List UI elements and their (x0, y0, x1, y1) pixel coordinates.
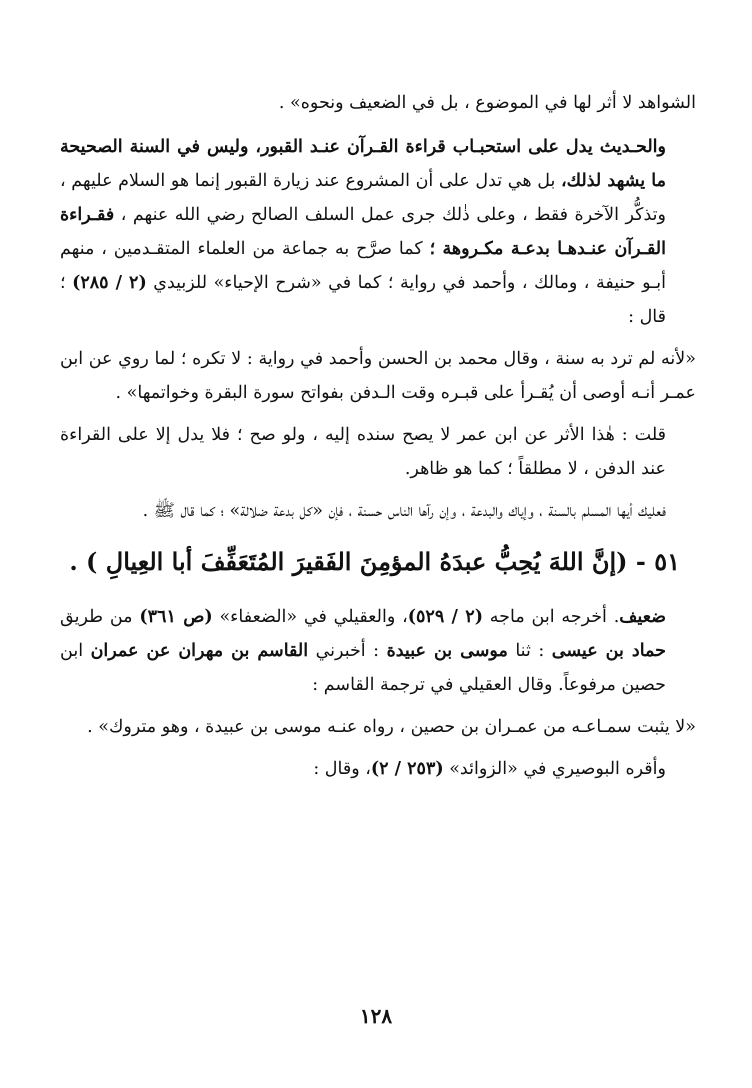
paragraph-advice (60, 494, 696, 528)
reference-number: (٢ / ٥٢٩) (407, 607, 483, 627)
paragraph-text: . أخرجه ابن ماجه (482, 607, 620, 627)
paragraph-text: بل هي تدل على أن المشروع عند زيارة القبور إنما هو السلام عليهم ، وتذكُّر الآخرة فقط ، وعلى ذٰلك جرى عمل السلف الصالح رضي الله عنهم ، (60, 171, 666, 225)
paragraph-text: ابن حصين مرفوعاً. وقال العقيلي في ترجمة القاسم : (60, 641, 666, 695)
paragraph-text: ، وقال : (313, 759, 371, 779)
reference-number: (ص ٣٦١) (139, 607, 213, 627)
reference-number: (٢ / ٢٨٥) (72, 273, 147, 293)
narrator-name: موسى بن عبيدة (386, 641, 508, 661)
quotation-text: «لا يثبت سمـاعـه من عمـران بن حصين ، رواه عنـه موسى بن عبيدة ، وهو متروك» . (87, 717, 696, 737)
page-number: ١٢٨ (359, 1004, 393, 1028)
narrator-name: القاسم بن مهران عن عمران (90, 641, 309, 661)
paragraph-comment (60, 418, 696, 486)
heading-bracket-close: ) . (69, 547, 106, 576)
paragraph-recitation-ruling (60, 130, 696, 334)
paragraph-takhrij (60, 600, 696, 702)
paragraph-continuation (60, 86, 696, 120)
paragraph-text: ، والعقيلي في «الضعفاء» (212, 607, 408, 627)
paragraph-text: : ثنا (507, 641, 552, 661)
quotation-zabidi (60, 342, 696, 410)
paragraph-text: وأقره البوصيري في «الزوائد» (443, 759, 666, 779)
narrator-name: حماد بن عيسى (551, 641, 666, 661)
quotation-uqayli (60, 710, 696, 744)
hadith-text: إنَّ اللهَ يُحِبُّ عبدَهُ المؤمِنَ الفَقيرَ المُتَعَفِّفَ أبا العِيالِ (105, 547, 617, 576)
hadith-heading (60, 542, 696, 582)
paragraph-text: كما صرَّح به جماعة من العلماء المتقـدمين ، منهم أبـو حنيفة ، ومالك ، وأحمد في رواية ؛ كما في «شرح الإحياء» للزبيدي (60, 239, 666, 293)
paragraph-text: فعليك أيها المسلم بالسنة ، وإياك والبدعة ، وإن رآها الناس حسنة ، فإن «كل بدعة ضلالة» ؛ كما قال ﷺ . (142, 501, 666, 521)
paragraph-text: ؛ قال : (60, 273, 666, 327)
bold-statement: فقـراءة القـرآن عنـدهـا بدعـة مكـروهة ؛ (60, 205, 666, 259)
paragraph-text: قلت : هٰذا الأثر عن ابن عمر لا يصح سنده إليه ، ولو صح ؛ فلا يدل إلا على القراءة عند الدفن ، لا مطلقاً ؛ كما هو ظاهر. (60, 425, 666, 479)
paragraph-busiri (60, 752, 696, 786)
paragraph-text: من طريق (60, 607, 140, 627)
bold-statement: والحـديث يدل على استحبـاب قراءة القـرآن عنـد القبور، وليس في السنة الصحيحة ما يشهد لذلك، (60, 137, 666, 191)
quotation-text: «لأنه لم ترد به سنة ، وقال محمد بن الحسن وأحمد في رواية : لا تكره ؛ لما روي عن ابن عمـر أنـه أوصى أن يُقـرأ على قبـره وقت الـدفن بفواتح سورة البقرة وخواتمها» . (60, 349, 696, 403)
grading-label: ضعيف (619, 607, 666, 627)
paragraph-text: الشواهد لا أثر لها في الموضوع ، بل في الضعيف ونحوه» . (278, 93, 696, 113)
paragraph-text: : أخبرني (308, 641, 387, 661)
heading-bracket-open: ( (616, 547, 636, 576)
reference-number: (٢٥٣ / ٢) (370, 759, 444, 779)
hadith-number: ٥١ - (635, 547, 680, 576)
